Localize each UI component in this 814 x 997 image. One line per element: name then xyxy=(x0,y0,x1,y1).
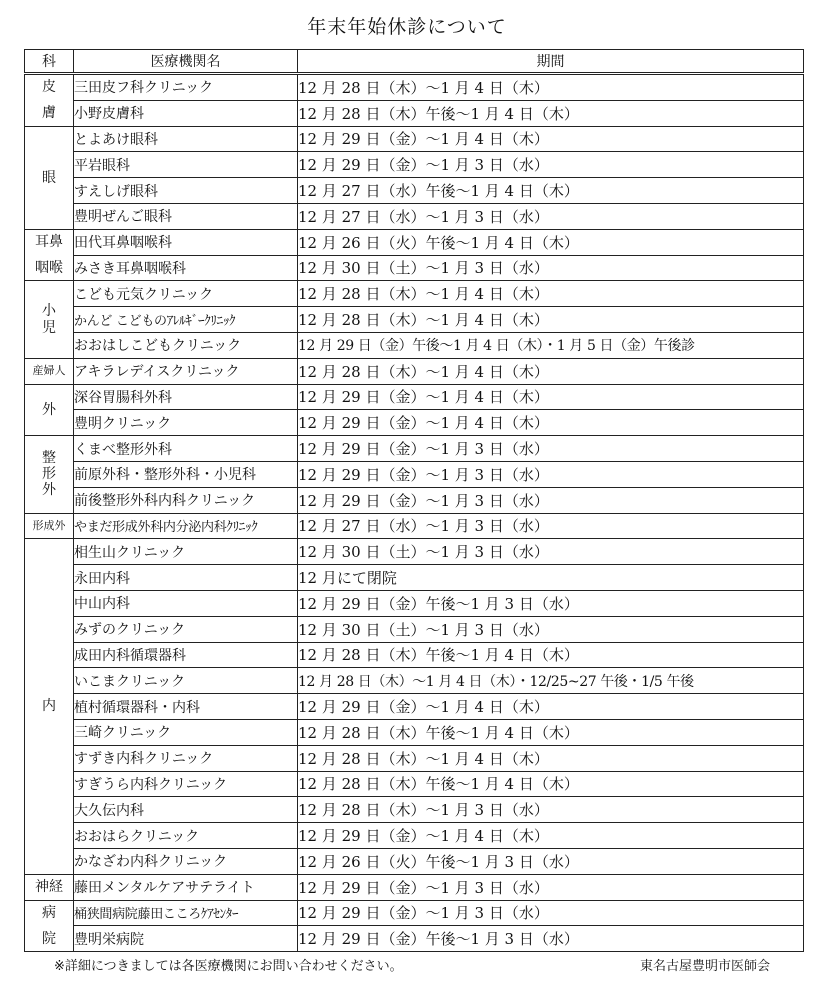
closure-period: 12 月 29 日（金）～1 月 4 日（木） xyxy=(298,823,804,849)
table-row xyxy=(25,926,804,952)
institution-name: おおはらクリニック xyxy=(74,823,298,849)
dept-label: 整 xyxy=(42,450,56,467)
dept-label: 眼 xyxy=(42,169,56,186)
institution-name: 田代耳鼻咽喉科 xyxy=(74,229,298,255)
dept-label: 形 xyxy=(42,466,56,483)
closure-period: 12 月 28 日（木）～1 月 4 日（木）・12/25~27 午後・1/5 午後 xyxy=(298,668,804,694)
dept-cell xyxy=(25,74,74,127)
institution-name: 成田内科循環器科 xyxy=(74,642,298,668)
dept-label: 外 xyxy=(42,401,56,418)
table-row xyxy=(25,874,804,900)
table-row xyxy=(25,694,804,720)
institution-name: 相生山クリニック xyxy=(74,539,298,565)
institution-name: 平岩眼科 xyxy=(74,152,298,178)
table-row xyxy=(25,384,804,410)
closure-period: 12 月 29 日（金）午後～1 月 4 日（木）・1 月 5 日（金）午後診 xyxy=(298,332,804,358)
dept-label: 咽喉 xyxy=(35,260,63,277)
institution-name: 桶狭間病院藤田こころｹｱｾﾝﾀｰ xyxy=(74,900,298,926)
table-row xyxy=(25,281,804,307)
dept-label: 外 xyxy=(42,482,56,499)
dept-cell xyxy=(25,126,74,229)
institution-name: 藤田メンタルケアサテライト xyxy=(74,874,298,900)
dept-cell xyxy=(25,900,74,952)
table-row xyxy=(25,74,804,101)
institution-name: アキラレデイスクリニック xyxy=(74,358,298,384)
header-institution: 医療機関名 xyxy=(74,50,298,74)
closure-period: 12 月 29 日（金）～1 月 3 日（水） xyxy=(298,487,804,513)
closure-period: 12 月 29 日（金）～1 月 3 日（水） xyxy=(298,436,804,462)
closure-period: 12 月 28 日（木）～1 月 4 日（木） xyxy=(298,307,804,333)
closure-period: 12 月 29 日（金）～1 月 4 日（木） xyxy=(298,126,804,152)
table-row xyxy=(25,152,804,178)
dept-label: 児 xyxy=(42,319,56,336)
institution-name: みさき耳鼻咽喉科 xyxy=(74,255,298,281)
institution-name: 永田内科 xyxy=(74,565,298,591)
institution-name: 豊明クリニック xyxy=(74,410,298,436)
table-row xyxy=(25,590,804,616)
table-row xyxy=(25,565,804,591)
table-row xyxy=(25,487,804,513)
dept-cell xyxy=(25,539,74,874)
institution-name: やまだ形成外科内分泌内科ｸﾘﾆｯｸ xyxy=(74,513,298,539)
dept-cell xyxy=(25,874,74,900)
closure-period: 12 月 28 日（木）～1 月 3 日（水） xyxy=(298,797,804,823)
institution-name: 深谷胃腸科外科 xyxy=(74,384,298,410)
table-row xyxy=(25,719,804,745)
closure-period: 12 月 28 日（木）～1 月 4 日（木） xyxy=(298,745,804,771)
table-row xyxy=(25,642,804,668)
table-row xyxy=(25,410,804,436)
institution-name: かなざわ内科クリニック xyxy=(74,848,298,874)
page-title: 年末年始休診について xyxy=(307,16,507,38)
dept-cell xyxy=(25,513,74,539)
dept-cell xyxy=(25,281,74,358)
closure-period: 12 月 28 日（木）～1 月 4 日（木） xyxy=(298,74,804,101)
institution-name: すずき内科クリニック xyxy=(74,745,298,771)
institution-name: みずのクリニック xyxy=(74,616,298,642)
closure-schedule-table xyxy=(24,49,804,952)
institution-name: 大久伝内科 xyxy=(74,797,298,823)
closure-period: 12 月 29 日（金）～1 月 4 日（木） xyxy=(298,384,804,410)
institution-name: いこまクリニック xyxy=(74,668,298,694)
institution-name: 三崎クリニック xyxy=(74,719,298,745)
institution-name: 中山内科 xyxy=(74,590,298,616)
dept-cell xyxy=(25,229,74,281)
table-row xyxy=(25,771,804,797)
closure-period: 12 月 29 日（金）～1 月 3 日（水） xyxy=(298,152,804,178)
dept-label: 内 xyxy=(42,698,56,715)
closure-period: 12 月 27 日（水）～1 月 3 日（水） xyxy=(298,203,804,229)
table-row xyxy=(25,823,804,849)
dept-label: 病 xyxy=(42,904,56,921)
table-row xyxy=(25,513,804,539)
institution-name: くまべ整形外科 xyxy=(74,436,298,462)
footer-note: ※詳細につきましては各医療機関にお問い合わせください。 xyxy=(54,959,403,974)
closure-period: 12 月 29 日（金）～1 月 4 日（木） xyxy=(298,410,804,436)
closure-period: 12 月 30 日（土）～1 月 3 日（水） xyxy=(298,539,804,565)
table-row xyxy=(25,668,804,694)
institution-name: 前後整形外科内科クリニック xyxy=(74,487,298,513)
closure-period: 12 月 29 日（金）～1 月 4 日（木） xyxy=(298,694,804,720)
dept-label: 形成外 xyxy=(32,518,66,532)
institution-name: とよあけ眼科 xyxy=(74,126,298,152)
footer-association: 東名古屋豊明市医師会 xyxy=(639,959,770,974)
table-row xyxy=(25,126,804,152)
dept-label: 皮 xyxy=(42,79,56,96)
table-header-row xyxy=(25,50,804,74)
closure-period: 12 月にて閉院 xyxy=(298,565,804,591)
institution-name: こども元気クリニック xyxy=(74,281,298,307)
closure-period: 12 月 29 日（金）～1 月 3 日（水） xyxy=(298,461,804,487)
dept-label: 神経 xyxy=(35,879,63,896)
table-row xyxy=(25,255,804,281)
closure-period: 12 月 28 日（木）午後～1 月 4 日（木） xyxy=(298,100,804,126)
dept-label: 院 xyxy=(42,930,56,947)
institution-name: すえしげ眼科 xyxy=(74,178,298,204)
header-period: 期間 xyxy=(298,50,804,74)
institution-name: 植村循環器科・内科 xyxy=(74,694,298,720)
table-row xyxy=(25,616,804,642)
closure-period: 12 月 28 日（木）午後～1 月 4 日（木） xyxy=(298,719,804,745)
institution-name: おおはしこどもクリニック xyxy=(74,332,298,358)
dept-label: 小 xyxy=(42,303,56,320)
table-row xyxy=(25,900,804,926)
dept-cell xyxy=(25,384,74,436)
institution-name: 前原外科・整形外科・小児科 xyxy=(74,461,298,487)
closure-period: 12 月 28 日（木）～1 月 4 日（木） xyxy=(298,358,804,384)
closure-period: 12 月 29 日（金）～1 月 3 日（水） xyxy=(298,900,804,926)
table-row xyxy=(25,797,804,823)
closure-period: 12 月 27 日（水）～1 月 3 日（水） xyxy=(298,513,804,539)
dept-cell xyxy=(25,436,74,513)
closure-period: 12 月 26 日（火）午後～1 月 4 日（木） xyxy=(298,229,804,255)
table-row xyxy=(25,307,804,333)
table-row xyxy=(25,848,804,874)
closure-period: 12 月 26 日（火）午後～1 月 3 日（水） xyxy=(298,848,804,874)
closure-period: 12 月 28 日（木）～1 月 4 日（木） xyxy=(298,281,804,307)
table-row xyxy=(25,539,804,565)
closure-period: 12 月 28 日（木）午後～1 月 4 日（木） xyxy=(298,642,804,668)
closure-period: 12 月 30 日（土）～1 月 3 日（水） xyxy=(298,255,804,281)
table-row xyxy=(25,332,804,358)
institution-name: 豊明栄病院 xyxy=(74,926,298,952)
closure-period: 12 月 29 日（金）午後～1 月 3 日（水） xyxy=(298,590,804,616)
table-row xyxy=(25,358,804,384)
table-row xyxy=(25,178,804,204)
closure-period: 12 月 27 日（水）午後～1 月 4 日（木） xyxy=(298,178,804,204)
table-row xyxy=(25,100,804,126)
table-row xyxy=(25,229,804,255)
closure-period: 12 月 28 日（木）午後～1 月 4 日（木） xyxy=(298,771,804,797)
closure-period: 12 月 30 日（土）～1 月 3 日（水） xyxy=(298,616,804,642)
institution-name: かんど こどものｱﾚﾙｷﾞｰｸﾘﾆｯｸ xyxy=(74,307,298,333)
dept-label: 耳鼻 xyxy=(35,233,63,250)
institution-name: 豊明ぜんご眼科 xyxy=(74,203,298,229)
dept-cell xyxy=(25,358,74,384)
institution-name: すぎうら内科クリニック xyxy=(74,771,298,797)
table-row xyxy=(25,745,804,771)
institution-name: 小野皮膚科 xyxy=(74,100,298,126)
dept-label: 膚 xyxy=(42,105,56,122)
closure-period: 12 月 29 日（金）午後～1 月 3 日（水） xyxy=(298,926,804,952)
dept-label: 産婦人 xyxy=(32,363,66,377)
header-dept: 科 xyxy=(25,50,74,74)
table-row xyxy=(25,461,804,487)
table-row xyxy=(25,203,804,229)
table-row xyxy=(25,436,804,462)
closure-period: 12 月 29 日（金）～1 月 3 日（水） xyxy=(298,874,804,900)
institution-name: 三田皮フ科クリニック xyxy=(74,74,298,101)
